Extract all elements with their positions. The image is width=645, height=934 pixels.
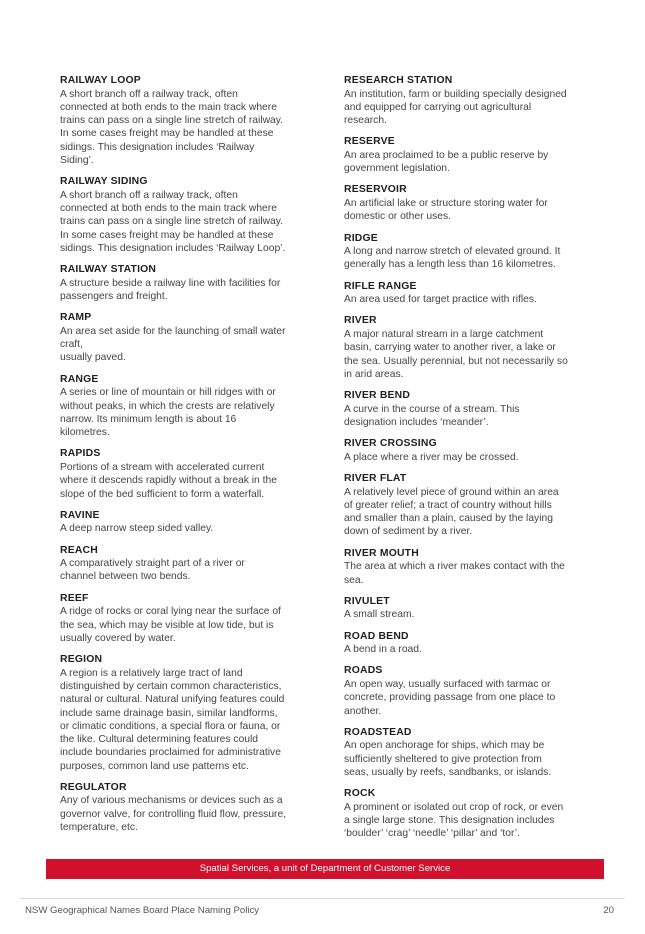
glossary-definition: An artificial lake or structure storing water for domestic or other uses.	[344, 197, 548, 223]
glossary-entry	[344, 232, 596, 272]
glossary-definition: An open anchorage for ships, which may be sufficiently sheltered to give protection from seas, usually by reefs, sandbanks, or islands.	[344, 740, 552, 778]
glossary-definition: Any of various mechanisms or devices such as a governor valve, for controlling fluid flow, pressure, temperature, etc.	[60, 795, 287, 834]
glossary-entry	[344, 389, 596, 429]
glossary-entry	[344, 630, 596, 657]
glossary-term: RIVER CROSSING	[344, 438, 437, 450]
glossary-definition: The area at which a river makes contact with the sea.	[344, 561, 565, 586]
glossary-definition: A series or line of mountain or hill ridges with or without peaks, in which the crests are relatively narrow. Its minimum length is about 16 kilometres.	[60, 387, 276, 439]
footer-page-number: 20	[603, 905, 614, 916]
glossary-term: REGULATOR	[60, 781, 127, 793]
glossary-term: RIDGE	[344, 232, 378, 244]
glossary-definition: A relatively level piece of ground within an area of greater relief; a tract of country without hills and smaller than a plain, caused by the laying down of sediment by a river.	[344, 486, 559, 538]
glossary-definition: A short branch off a railway track, often connected at both ends to the main track where trains can pass on a single line stretch of railway. In some cases freight may be handled at these sidings. This designation includes ‘Railway Siding’.	[60, 88, 284, 166]
glossary-definition: A ridge of rocks or coral lying near the surface of the sea, which may be visible at low tide, but is usually covered by water.	[60, 606, 281, 644]
glossary-definition: A major natural stream in a large catchment basin, carrying water to another river, a lake or the sea. Usually perennial, but not necessarily so in arid areas.	[344, 328, 568, 380]
glossary-entry	[344, 280, 596, 307]
glossary-definition: A bend in a road.	[344, 644, 422, 656]
glossary-term: ROADSTEAD	[344, 726, 412, 738]
glossary-term: RESERVOIR	[344, 184, 407, 196]
glossary-definition: Portions of a stream with accelerated current where it descends rapidly without a break in the slope of the bed sufficient to form a waterfall.	[60, 461, 277, 500]
glossary-definition: A place where a river may be crossed.	[344, 451, 519, 463]
glossary-term: RAILWAY STATION	[60, 264, 157, 276]
glossary-entry	[344, 74, 596, 127]
glossary-term: RAVINE	[60, 509, 100, 521]
glossary-term: RIVER FLAT	[344, 473, 407, 485]
glossary-definition: A region is a relatively large tract of land distinguished by certain common characteristics, natural or cultural. Natural unifying features could include same drainage basin, similar landforms, or climatic conditions, a special flora or fauna, or the like. Cultural determining features could include boundaries proclaimed for administrative purposes, common land use patterns etc.	[60, 667, 285, 772]
glossary-term: RIFLE RANGE	[344, 280, 417, 292]
glossary-entry	[60, 311, 310, 364]
glossary-entry	[344, 664, 596, 717]
glossary-entry	[344, 437, 596, 464]
glossary-term: ROCK	[344, 788, 376, 800]
glossary-term: RIVER	[344, 315, 377, 327]
glossary-definition: A structure beside a railway line with facilities for passengers and freight.	[60, 277, 281, 303]
glossary-term: RAILWAY LOOP	[60, 75, 141, 86]
glossary-entry	[344, 595, 596, 622]
glossary-entry	[344, 183, 596, 223]
glossary-entry	[344, 726, 596, 779]
glossary-term: ROADS	[344, 665, 383, 677]
glossary-term: RESERVE	[344, 136, 395, 148]
glossary-definition: A curve in the course of a stream. This designation includes ‘meander’.	[344, 403, 520, 428]
glossary-definition: An open way, usually surfaced with tarmac or concrete, providing passage from one place to another.	[344, 678, 556, 717]
glossary-entry	[60, 74, 310, 167]
glossary-term: RESEARCH STATION	[344, 75, 453, 86]
glossary-term: ROAD BEND	[344, 630, 409, 642]
glossary-definition: An area used for target practice with rifles.	[344, 294, 537, 306]
glossary-entry	[60, 509, 310, 536]
glossary-entry	[344, 547, 596, 587]
glossary-entry	[60, 447, 310, 500]
glossary-definition: An institution, farm or building specially designed and equipped for carrying out agricultural research.	[344, 88, 567, 127]
glossary-entry	[344, 787, 596, 840]
glossary-term: REACH	[60, 544, 98, 556]
glossary-column-right	[344, 74, 596, 849]
footer-divider	[20, 898, 625, 899]
glossary-definition: An area proclaimed to be a public reserve by government legislation.	[344, 149, 549, 175]
glossary-column-left	[60, 74, 310, 842]
glossary-term: REEF	[60, 592, 89, 604]
glossary-entry	[344, 472, 596, 539]
glossary-term: REGION	[60, 654, 103, 666]
glossary-term: RIVER BEND	[344, 390, 411, 402]
glossary-term: RAPIDS	[60, 448, 101, 460]
glossary-term: RIVER MOUTH	[344, 547, 419, 559]
agency-banner: Spatial Services, a unit of Department of Customer Service	[46, 859, 604, 879]
footer-document-title: NSW Geographical Names Board Place Naming Policy	[25, 905, 260, 916]
glossary-entry	[60, 175, 310, 255]
glossary-entry	[60, 592, 310, 645]
glossary-entry	[60, 263, 310, 303]
glossary-definition: A comparatively straight part of a river or channel between two bends.	[60, 558, 245, 583]
glossary-entry	[60, 781, 310, 834]
glossary-definition: A small stream.	[344, 609, 415, 621]
glossary-definition: An area set aside for the launching of small water craft, usually paved.	[60, 325, 286, 364]
glossary-term: RAMP	[60, 312, 92, 324]
glossary-definition: A deep narrow steep sided valley.	[60, 523, 214, 535]
glossary-entry	[344, 135, 596, 175]
glossary-entry	[60, 653, 310, 773]
glossary-entry	[344, 314, 596, 381]
glossary-definition: A short branch off a railway track, often connected at both ends to the main track where trains can pass on a single line stretch of railway. In some cases freight may be handled at these sidings. This designation includes ‘Railway Loop’.	[60, 189, 286, 254]
glossary-entry	[60, 544, 310, 584]
glossary-term: RIVULET	[344, 595, 390, 607]
glossary-entry	[60, 373, 310, 440]
glossary-term: RANGE	[60, 373, 99, 385]
glossary-definition: A prominent or isolated out crop of rock, or even a single large stone. This designation includes ‘boulder’ ‘crag’ ‘needle’ ‘pillar’ and ‘tor’.	[344, 801, 564, 840]
glossary-definition: A long and narrow stretch of elevated ground. It generally has a length less than 16 kilometres.	[344, 246, 561, 271]
glossary-term: RAILWAY SIDING	[60, 176, 148, 188]
